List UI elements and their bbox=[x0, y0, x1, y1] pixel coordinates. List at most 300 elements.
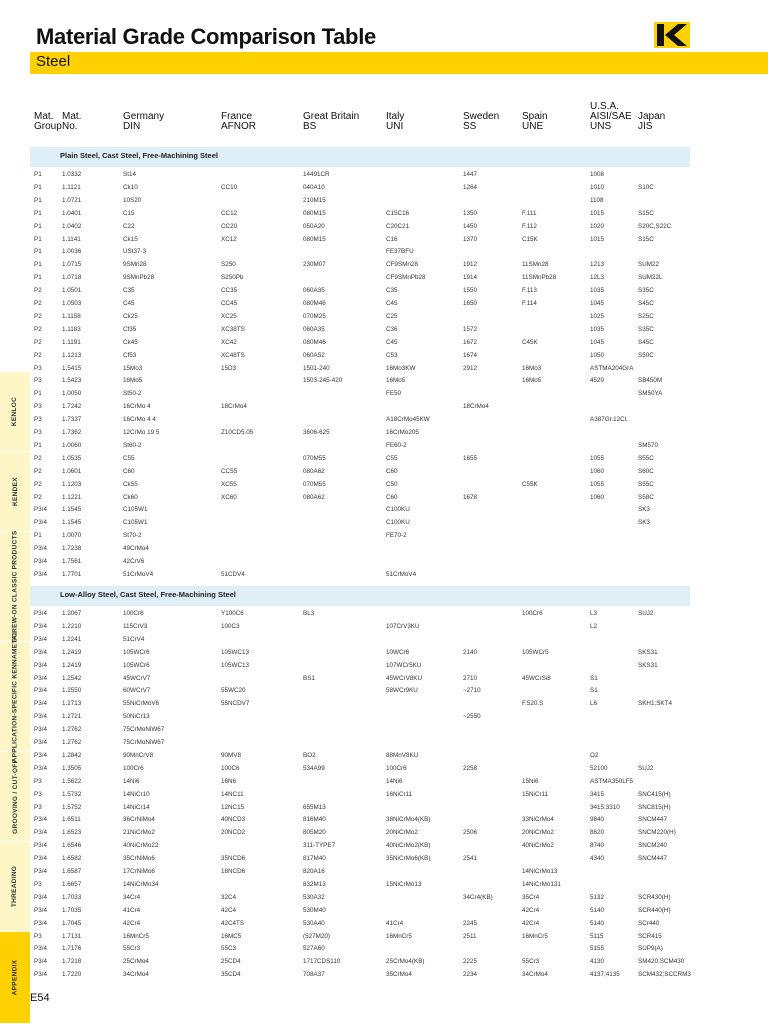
table-row bbox=[0, 168, 768, 181]
table-cell: 1035 bbox=[590, 287, 605, 295]
table-cell: 080A62 bbox=[303, 493, 325, 501]
table-cell: 1015 bbox=[590, 235, 605, 243]
table-cell: F.520.S bbox=[522, 700, 544, 708]
table-cell: 1.6582 bbox=[62, 855, 82, 863]
table-row bbox=[0, 400, 768, 413]
table-cell: P2 bbox=[34, 351, 42, 359]
table-cell: 1.0501 bbox=[62, 287, 82, 295]
table-cell: S25C bbox=[638, 312, 654, 320]
table-cell: 35Cr4 bbox=[522, 893, 540, 901]
table-cell: 100Cr6 bbox=[386, 764, 407, 772]
table-cell: 1264 bbox=[463, 183, 478, 191]
table-cell: 1.7220 bbox=[62, 971, 82, 979]
table-cell: P3/4 bbox=[34, 855, 47, 863]
table-cell: S20C,S22C bbox=[638, 222, 672, 230]
table-cell: 15Ni6 bbox=[522, 777, 539, 785]
table-cell: S15C bbox=[638, 209, 654, 217]
table-cell: 88MnV8KU bbox=[386, 751, 419, 759]
table-cell: 25CD4 bbox=[221, 958, 241, 966]
column-header-7 bbox=[522, 112, 548, 132]
table-cell: 5140 bbox=[590, 919, 605, 927]
table-cell: 1.7176 bbox=[62, 945, 82, 953]
table-cell: 1025 bbox=[590, 312, 605, 320]
table-cell: 15D3 bbox=[221, 364, 237, 372]
table-cell: 1501-240 bbox=[303, 364, 330, 372]
table-cell: SNCM447 bbox=[638, 816, 668, 824]
table-cell: 1447 bbox=[463, 171, 478, 178]
column-header-line: Great Britain bbox=[303, 111, 360, 122]
table-row bbox=[0, 207, 768, 220]
table-cell: P3/4 bbox=[34, 751, 47, 759]
table-row bbox=[0, 620, 768, 633]
table-cell: ASTMA204GrA bbox=[590, 364, 634, 372]
table-cell: C35 bbox=[386, 287, 398, 295]
table-cell: SNCM240 bbox=[638, 842, 668, 850]
table-cell: C55 bbox=[386, 454, 398, 462]
table-cell: L6 bbox=[590, 700, 598, 708]
table-cell: 51CrMoV4 bbox=[386, 570, 417, 578]
table-cell: P3/4 bbox=[34, 958, 47, 966]
table-row bbox=[0, 826, 768, 839]
table-cell: 080A62 bbox=[303, 467, 325, 475]
table-cell: C100KU bbox=[386, 519, 410, 527]
table-cell: SCM432;SCCRM3 bbox=[638, 971, 691, 979]
table-cell: 1.0401 bbox=[62, 209, 82, 217]
table-cell: 070M55 bbox=[303, 454, 326, 462]
table-row bbox=[0, 942, 768, 955]
column-header-0 bbox=[34, 112, 62, 132]
table-cell: 105WCr6 bbox=[123, 648, 150, 656]
table-cell: 20NCD2 bbox=[221, 829, 246, 837]
table-row bbox=[0, 387, 768, 400]
table-cell: C50 bbox=[386, 480, 398, 488]
table-cell: P3/4 bbox=[34, 519, 47, 527]
table-cell: 10S20 bbox=[123, 196, 142, 204]
table-cell: 4520 bbox=[590, 377, 605, 385]
kennametal-k-logo-icon bbox=[654, 22, 690, 48]
table-row bbox=[0, 801, 768, 814]
table-cell: P3 bbox=[34, 880, 42, 888]
table-cell: 14Ni6 bbox=[386, 777, 403, 785]
table-cell: P3 bbox=[34, 803, 42, 811]
table-row bbox=[0, 194, 768, 207]
table-cell: 1.2721 bbox=[62, 713, 82, 721]
table-cell: P3 bbox=[34, 429, 42, 436]
table-cell: 15NiCr11 bbox=[522, 790, 549, 798]
table-cell: 1.2210 bbox=[62, 622, 82, 630]
table-cell: CC35 bbox=[221, 287, 238, 295]
table-cell: 1.2419 bbox=[62, 648, 82, 656]
sidebar-tab-label: GROOVING / CUT-OFF bbox=[11, 759, 19, 834]
table-cell: CC20 bbox=[221, 222, 238, 230]
table-row bbox=[0, 284, 768, 297]
sidebar-tab-label: THREADING bbox=[11, 865, 19, 908]
column-header-line: JIS bbox=[638, 121, 653, 132]
table-cell: 8620 bbox=[590, 829, 605, 837]
column-header-line: BS bbox=[303, 121, 317, 132]
table-cell: 16CrMo 4 bbox=[123, 403, 151, 411]
table-cell: 2140 bbox=[463, 648, 478, 656]
table-cell: SM50YA bbox=[638, 390, 663, 398]
column-header-1 bbox=[62, 112, 81, 132]
table-row bbox=[0, 258, 768, 271]
table-cell: 34Cr4 bbox=[123, 893, 141, 901]
table-cell: 4340 bbox=[590, 855, 605, 863]
table-cell: C55 bbox=[123, 454, 135, 462]
table-cell: 534A99 bbox=[303, 764, 325, 772]
table-cell: 42CrV6 bbox=[123, 558, 145, 565]
table-cell: P3 bbox=[34, 403, 42, 411]
table-cell: P3 bbox=[34, 790, 42, 798]
table-cell: 527A60 bbox=[303, 945, 325, 953]
table-cell: 5132 bbox=[590, 893, 605, 901]
table-cell: 2225 bbox=[463, 958, 478, 966]
table-cell: 11SMnPb28 bbox=[522, 274, 557, 282]
table-cell: 230M07 bbox=[303, 261, 326, 269]
table-cell: 34CrMo4 bbox=[123, 971, 149, 979]
table-cell: P2 bbox=[34, 325, 42, 333]
table-cell: F.112 bbox=[522, 222, 537, 230]
table-cell: 040A10 bbox=[303, 183, 325, 191]
table-cell: 1.1183 bbox=[62, 325, 81, 333]
table-cell: 816M40 bbox=[303, 816, 326, 824]
table-cell: P1 bbox=[34, 390, 42, 398]
table-cell: 33NiCrMo4 bbox=[522, 816, 554, 824]
table-row bbox=[0, 917, 768, 930]
table-cell: P3/4 bbox=[34, 764, 47, 772]
table-cell: 1.1121 bbox=[62, 183, 81, 191]
section-title: Low-Alloy Steel, Cast Steel, Free-Machining Steel bbox=[60, 590, 236, 599]
table-cell: P1 bbox=[34, 274, 42, 282]
table-cell: 1.7561 bbox=[62, 558, 82, 565]
table-cell: 9SMn28 bbox=[123, 261, 147, 269]
table-cell: FE70-2 bbox=[386, 532, 407, 540]
table-cell: 1010 bbox=[590, 183, 605, 191]
table-cell: 1020 bbox=[590, 222, 605, 230]
table-cell: 1.0721 bbox=[62, 196, 82, 204]
table-cell: SKH1;SKT4 bbox=[638, 700, 672, 708]
table-cell: 1350 bbox=[463, 209, 478, 217]
table-cell: P1 bbox=[34, 222, 42, 230]
table-cell: 2506 bbox=[463, 829, 478, 837]
table-cell: P3/4 bbox=[34, 842, 47, 850]
table-row bbox=[0, 904, 768, 917]
table-cell: 1.7131 bbox=[62, 932, 82, 940]
table-cell: P1 bbox=[34, 532, 42, 540]
table-cell: 1912 bbox=[463, 261, 478, 269]
table-cell: XC60 bbox=[221, 493, 237, 501]
table-cell: 9840 bbox=[590, 816, 605, 824]
table-cell: L2 bbox=[590, 622, 598, 630]
table-cell: P2 bbox=[34, 480, 42, 488]
column-header-line: U.S.A. bbox=[590, 101, 619, 112]
table-cell: P1 bbox=[34, 248, 42, 256]
table-cell: P1 bbox=[34, 209, 42, 217]
table-row bbox=[0, 659, 768, 672]
table-cell: SNCM447 bbox=[638, 855, 668, 863]
table-cell: 75CrMoNiW67 bbox=[123, 739, 165, 746]
table-cell: XC25 bbox=[221, 312, 237, 320]
table-cell: SUJ2 bbox=[638, 610, 654, 617]
table-cell: C35 bbox=[123, 287, 135, 295]
table-cell: S55C bbox=[638, 454, 654, 462]
table-cell: CC45 bbox=[221, 300, 238, 307]
table-cell: 1108 bbox=[590, 196, 604, 204]
table-cell: 1.1221 bbox=[62, 493, 82, 501]
table-cell: 60WCrV7 bbox=[123, 687, 151, 695]
table-cell: SK3 bbox=[638, 506, 650, 514]
table-cell: S45C bbox=[638, 338, 654, 346]
table-cell: P3/4 bbox=[34, 713, 47, 721]
table-cell: Ck60 bbox=[123, 493, 138, 501]
table-cell: 080M15 bbox=[303, 209, 326, 217]
table-cell: 1.2067 bbox=[62, 610, 82, 617]
table-cell: 16MnCr5 bbox=[123, 932, 149, 940]
table-cell: 1.1545 bbox=[62, 506, 82, 514]
table-row bbox=[0, 788, 768, 801]
table-cell: 16MnCr5 bbox=[522, 932, 548, 940]
table-row bbox=[0, 672, 768, 685]
table-row bbox=[0, 852, 768, 865]
table-cell: 1572 bbox=[463, 325, 478, 333]
table-cell: 55NCDV7 bbox=[221, 700, 250, 708]
table-cell: 1.0715 bbox=[62, 261, 82, 269]
table-cell: 3415;3310 bbox=[590, 803, 620, 811]
table-cell: Z10CD5.05 bbox=[221, 429, 254, 436]
table-cell: St14 bbox=[123, 171, 136, 178]
table-row bbox=[0, 349, 768, 362]
column-header-line: Germany bbox=[123, 111, 165, 122]
table-cell: P1 bbox=[34, 171, 42, 178]
table-cell: 16N6 bbox=[221, 777, 237, 785]
table-cell: 1045 bbox=[590, 338, 605, 346]
table-cell: FE37BFU bbox=[386, 248, 414, 256]
table-row bbox=[0, 220, 768, 233]
table-cell: 1.0402 bbox=[62, 222, 82, 230]
table-cell: C45 bbox=[386, 300, 398, 307]
table-cell: P3/4 bbox=[34, 610, 47, 617]
table-cell: 100Cr6 bbox=[522, 610, 543, 617]
table-cell: S1 bbox=[590, 674, 598, 682]
column-header-6 bbox=[463, 112, 499, 132]
table-cell: S15C bbox=[638, 235, 654, 243]
table-cell: Ck25 bbox=[123, 312, 138, 320]
sidebar-tab-label: KENLOC bbox=[11, 396, 19, 427]
table-cell: P3/4 bbox=[34, 545, 47, 553]
table-cell: SCR430(H) bbox=[638, 893, 671, 901]
table-cell: P3/4 bbox=[34, 816, 47, 824]
sidebar-tab-label: APPLICATION-SPECIFIC KENNAMETAL bbox=[11, 630, 19, 763]
table-cell: 18CrMo4 bbox=[221, 403, 247, 411]
table-cell: 2511 bbox=[463, 932, 477, 940]
table-cell: St70-2 bbox=[123, 532, 142, 540]
table-cell: 41Cr4 bbox=[386, 919, 404, 927]
table-cell: 17CrNiMo6 bbox=[123, 868, 155, 875]
table-cell: P1 bbox=[34, 261, 42, 269]
table-cell: P3/4 bbox=[34, 687, 47, 695]
table-cell: Ck55 bbox=[123, 480, 138, 488]
table-cell: P3/4 bbox=[34, 506, 47, 514]
column-header-line: Group bbox=[34, 121, 62, 132]
table-cell: 832M13 bbox=[303, 880, 326, 888]
table-cell: 1.1158 bbox=[62, 312, 81, 320]
table-cell: 1.0050 bbox=[62, 390, 82, 398]
table-cell: 90MnCrV8 bbox=[123, 751, 154, 759]
table-cell: 1.7218 bbox=[62, 958, 82, 966]
table-row bbox=[0, 516, 768, 529]
table-cell: 1.6587 bbox=[62, 868, 82, 875]
table-cell: 1.5732 bbox=[62, 790, 82, 798]
table-cell: 12NC15 bbox=[221, 803, 245, 811]
table-cell: 1.0060 bbox=[62, 441, 82, 449]
column-header-9 bbox=[638, 112, 665, 132]
table-cell: P3/4 bbox=[34, 558, 47, 565]
table-cell: P3/4 bbox=[34, 945, 47, 953]
table-cell: P3/4 bbox=[34, 906, 47, 914]
table-cell: P3/4 bbox=[34, 971, 47, 979]
table-cell: 16Mo5 bbox=[123, 377, 143, 385]
column-header-line: France bbox=[221, 111, 253, 122]
table-cell: 530A40 bbox=[303, 919, 325, 927]
section-title: Plain Steel, Cast Steel, Free-Machining Steel bbox=[60, 151, 218, 160]
table-cell: 1.2713 bbox=[62, 700, 82, 708]
table-cell: 14NiCr10 bbox=[123, 790, 150, 798]
table-cell: St60-2 bbox=[123, 441, 142, 449]
table-cell: 42Cr4 bbox=[522, 906, 540, 914]
table-cell: 060A35 bbox=[303, 325, 325, 333]
table-cell: CF9SMnPb28 bbox=[386, 274, 426, 282]
table-cell: SNC415(H) bbox=[638, 790, 671, 798]
table-cell: 530M40 bbox=[303, 906, 326, 914]
table-cell: C16 bbox=[386, 235, 398, 243]
table-row bbox=[0, 684, 768, 697]
table-cell: 14491CR bbox=[303, 171, 330, 178]
table-cell: Y100C6 bbox=[221, 610, 244, 617]
table-cell: S50C bbox=[638, 351, 654, 359]
table-cell: P3 bbox=[34, 364, 42, 372]
table-cell: 107WCr5KU bbox=[386, 661, 422, 669]
table-cell: 18CrMo4 bbox=[463, 403, 489, 411]
table-cell: S250Pb bbox=[221, 274, 244, 282]
table-cell: 45WCrSi8 bbox=[522, 674, 551, 682]
table-cell: C15 bbox=[123, 209, 135, 217]
table-row bbox=[0, 323, 768, 336]
sidebar-tab-label: KENDEX bbox=[11, 477, 19, 506]
table-cell: 107CrV3KU bbox=[386, 622, 420, 630]
table-cell: 41Cr4 bbox=[123, 906, 141, 914]
column-header-line: SS bbox=[463, 121, 477, 132]
table-cell: 1655 bbox=[463, 454, 478, 462]
table-cell: ~2710 bbox=[463, 687, 481, 695]
table-cell: L3 bbox=[590, 610, 598, 617]
table-cell: 080M15 bbox=[303, 235, 326, 243]
table-cell: 1.0036 bbox=[62, 248, 82, 256]
table-cell: C53 bbox=[386, 351, 398, 359]
table-row bbox=[0, 374, 768, 387]
table-cell: 10WCr6 bbox=[386, 648, 410, 656]
column-header-line: AFNOR bbox=[221, 121, 256, 132]
table-cell: SKS31 bbox=[638, 661, 658, 669]
table-cell: P3/4 bbox=[34, 700, 47, 708]
table-cell: 2541 bbox=[463, 855, 478, 863]
table-cell: SCr440 bbox=[638, 919, 660, 927]
table-cell: 1.7701 bbox=[62, 570, 82, 578]
table-cell: SM570 bbox=[638, 441, 658, 449]
table-cell: SUP9(A) bbox=[638, 945, 663, 953]
table-cell: 1045 bbox=[590, 300, 605, 307]
sidebar-tab-label: SCREW-ON CLASSIC PRODUCTS bbox=[11, 530, 19, 643]
table-cell: P1 bbox=[34, 196, 42, 204]
table-cell: P1 bbox=[34, 235, 42, 243]
table-cell: P3/4 bbox=[34, 635, 47, 643]
table-row bbox=[0, 503, 768, 516]
table-cell: Cf53 bbox=[123, 351, 137, 359]
table-cell: XC55 bbox=[221, 480, 237, 488]
column-header-line: Japan bbox=[638, 111, 666, 122]
table-cell: 14Ni6 bbox=[123, 777, 140, 785]
table-row bbox=[0, 878, 768, 891]
table-cell: BO2 bbox=[303, 751, 316, 759]
table-cell: 115CrV3 bbox=[123, 622, 148, 630]
table-cell: P3/4 bbox=[34, 726, 47, 734]
table-cell: C36 bbox=[386, 325, 398, 333]
table-cell: P3/4 bbox=[34, 829, 47, 837]
table-cell: Ck10 bbox=[123, 183, 138, 191]
table-row bbox=[0, 555, 768, 568]
section-header bbox=[30, 586, 690, 606]
table-row bbox=[0, 297, 768, 310]
table-cell: S10C bbox=[638, 183, 654, 191]
table-cell: 35CD4 bbox=[221, 971, 241, 979]
table-cell: 1674 bbox=[463, 351, 478, 359]
table-cell: SNC815(H) bbox=[638, 803, 671, 811]
table-cell: 12CrMo 19 5 bbox=[123, 429, 160, 436]
table-cell: 36CrNiMo4 bbox=[123, 816, 155, 824]
table-cell: 51CrMoV4 bbox=[123, 570, 154, 578]
table-cell: SB450M bbox=[638, 377, 663, 385]
table-cell: 4137;4135 bbox=[590, 971, 620, 979]
table-cell: 1.5415 bbox=[62, 364, 82, 372]
table-cell: C60 bbox=[386, 493, 398, 501]
table-cell: 070M25 bbox=[303, 312, 326, 320]
table-cell: BL3 bbox=[303, 610, 315, 617]
table-cell: F.113 bbox=[522, 287, 537, 295]
table-cell: 42Cr4 bbox=[522, 919, 540, 927]
table-cell: C22 bbox=[123, 222, 135, 230]
table-cell: 820A16 bbox=[303, 868, 325, 875]
table-cell: 1370 bbox=[463, 235, 478, 243]
table-cell: 21NiCrMo2 bbox=[123, 829, 155, 837]
table-cell: 1.6546 bbox=[62, 842, 82, 850]
table-row bbox=[0, 813, 768, 826]
table-cell: 40NiCrMo2(KB) bbox=[386, 842, 431, 850]
table-cell: P3/4 bbox=[34, 868, 47, 875]
table-cell: 1503-245-420 bbox=[303, 377, 343, 385]
table-cell: 55Cr3 bbox=[522, 958, 540, 966]
table-row bbox=[0, 723, 768, 736]
table-cell: 51CDV4 bbox=[221, 570, 245, 578]
table-cell: 805M20 bbox=[303, 829, 326, 837]
table-cell: 1.7337 bbox=[62, 416, 82, 424]
table-cell: 50NiCr13 bbox=[123, 713, 150, 721]
table-row bbox=[0, 310, 768, 323]
table-cell: 5115 bbox=[590, 932, 604, 940]
column-header-4 bbox=[303, 112, 359, 132]
table-cell: 8740 bbox=[590, 842, 605, 850]
table-cell: 14NiCrMo13 bbox=[522, 868, 558, 875]
table-cell: 2258 bbox=[463, 764, 478, 772]
table-cell: 1060 bbox=[590, 467, 605, 475]
